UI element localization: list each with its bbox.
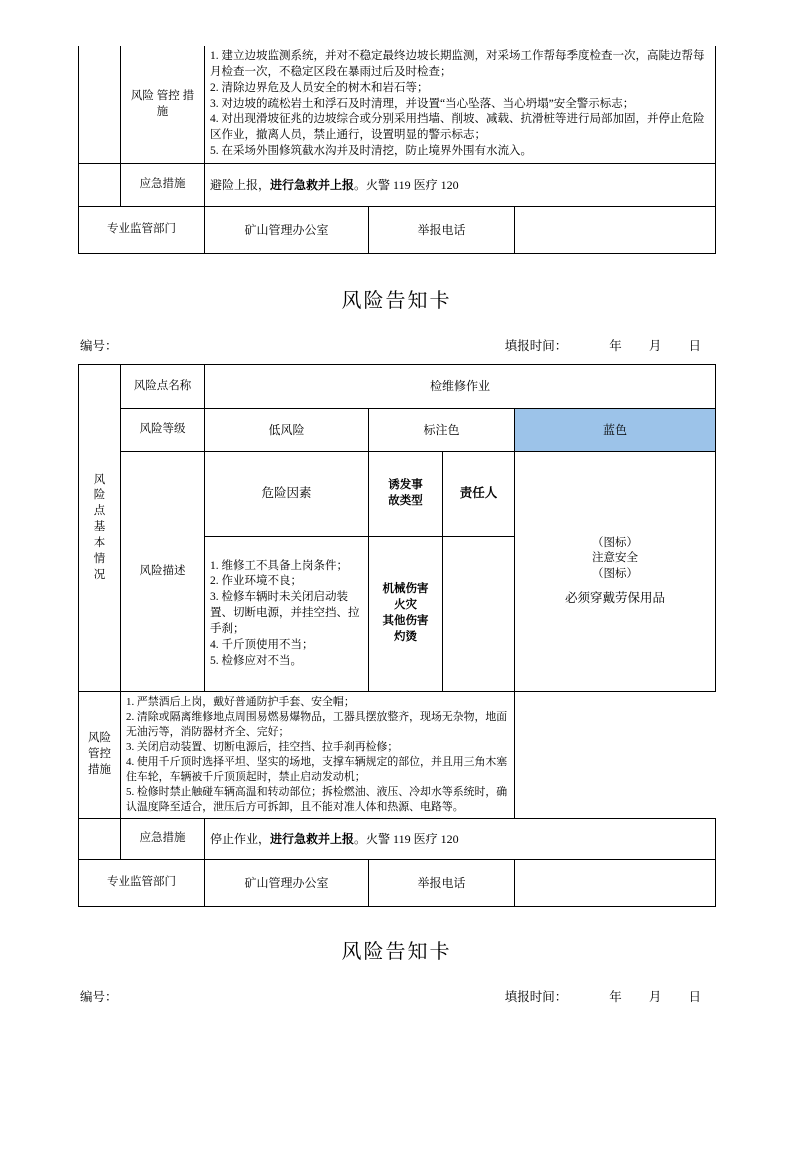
table-row-risk-level (79, 409, 716, 452)
control-measure-item: 2. 清除或隔离维修地点周围易燃易爆物品，工器具摆放整齐，现场无杂物，地面无油污等，消防器材齐全、完好； (126, 711, 508, 739)
vertical-char: 点 (93, 505, 106, 518)
control-measure-item: 4. 对出现滑坡征兆的边坡综合或分别采用挡墙、削坡、减载、抗滑桩等进行局部加固，并停止危险区作业，撤离人员，禁止通行，设置明显的警示标志； (210, 113, 705, 142)
table-row-supervisor-top (79, 207, 716, 254)
table-row-control-measures-top (79, 46, 716, 164)
number-field-bottom (80, 987, 118, 1005)
vertical-label-risk-basic-info (79, 365, 121, 692)
control-label-line-1: 风险 (130, 89, 154, 102)
table-row-emergency-top (79, 164, 716, 207)
table-row-emergency-main (79, 819, 716, 860)
hazard-factor-item: 3. 检修车辆时未关闭启动装置、切断电源，并挂空挡、拉手刹； (210, 591, 360, 635)
risk-card-main (78, 364, 716, 907)
control-measure-item: 2. 清除边界危及人员安全的树木和岩石等； (210, 81, 429, 94)
table-row-supervisor-main (79, 860, 716, 907)
emergency-prefix: 避险上报， (210, 177, 271, 192)
control-measure-item: 1. 严禁酒后上岗，戴好普通防护手套、安全帽； (126, 696, 355, 709)
control-measure-item: 4. 使用千斤顶时选择平坦、坚实的场地，支撑车辆规定的部位，并且用三角木塞住车轮，车辆被千斤顶顶起时，禁止启动发动机； (126, 756, 508, 784)
supervisor-label-top: 专业监管部门 (79, 207, 205, 254)
accident-type-item: 其他伤害 (382, 615, 429, 628)
emergency-prefix: 停止作业， (210, 832, 271, 847)
vertical-char: 情 (93, 552, 106, 565)
point-name-label: 风险点名称 (121, 365, 205, 409)
risk-level-label: 风险等级 (121, 409, 205, 452)
responsible-person-value[interactable] (443, 537, 515, 692)
number-field-main (80, 336, 118, 354)
responsible-person-header: 责任人 (443, 452, 515, 537)
document-page (0, 46, 793, 1168)
control-label-line-3: 措施 (156, 89, 195, 118)
risk-card-top-partial (78, 46, 716, 254)
page-title-main: 风险告知卡 (341, 290, 452, 313)
accident-type-item: 火灾 (394, 599, 417, 612)
hazard-factor-item: 2. 作业环境不良； (210, 575, 302, 588)
control-measure-item: 5. 在采场外围修筑截水沟并及时清挖，防止境界外围有水流入。 (210, 145, 532, 158)
hotline-value-top (515, 207, 716, 254)
accident-type-item: 机械伤害 (382, 583, 429, 596)
date-units-bottom[interactable]: 年 月 日 (609, 990, 713, 1005)
date-field-main (505, 336, 713, 354)
sign-icon-placeholder-1: （图标） (592, 536, 638, 549)
accident-type-header (369, 452, 443, 537)
page-title-bottom: 风险告知卡 (341, 941, 452, 964)
sign-text-ppe-required: 必须穿戴劳保用品 (565, 591, 666, 606)
accident-type-header-line-1: 诱发事 (388, 479, 423, 492)
control-measure-item: 5. 检修时禁止触碰车辆高温和转动部位；拆检燃油、液压、冷却水等系统时，确认温度降至适合，泄压后方可拆卸，且不能对准人体和热源、电路等。 (126, 786, 508, 814)
control-label-line-2: 管控 (88, 748, 111, 761)
meta-row-bottom (78, 987, 715, 1005)
emergency-label-main: 应急措施 (121, 819, 205, 860)
hotline-label-top: 举报电话 (369, 207, 515, 254)
control-measures-label-top (121, 46, 205, 164)
description-label: 风险描述 (121, 452, 205, 692)
hotline-label-main: 举报电话 (369, 860, 515, 907)
control-label-line-2: 管控 (156, 89, 180, 102)
meta-row-main (78, 336, 715, 354)
hazard-factor-item: 1. 维修工不具备上岗条件； (210, 559, 348, 572)
control-measure-item: 1. 建立边坡监测系统，并对不稳定最终边坡长期监测，对采场工作帮每季度检查一次，高陡边帮每月检查一次，不稳定区段在暴雨过后及时检查； (210, 50, 705, 78)
sign-text-attention-safety: 注意安全 (592, 552, 638, 565)
control-label-line-3: 措施 (88, 764, 111, 777)
emergency-text-top (205, 164, 716, 207)
control-measures-text-main (121, 692, 515, 819)
control-measures-text-top (205, 46, 716, 164)
number-label-main: 编号： (80, 339, 118, 354)
table-row-description-header (79, 452, 716, 537)
risk-level-value[interactable]: 低风险 (205, 409, 369, 452)
control-measure-item: 3. 关闭启动装置、切断电源后，挂空挡、拉手刹再检修； (126, 741, 399, 754)
vertical-char: 风 (93, 473, 106, 486)
mark-color-value[interactable]: 蓝色 (515, 409, 716, 452)
accident-type-list (369, 537, 443, 692)
number-label-bottom: 编号： (80, 990, 118, 1005)
accident-type-header-line-2: 故类型 (388, 495, 423, 508)
hotline-value-main[interactable] (515, 860, 716, 907)
date-label-main: 填报时间： (504, 339, 568, 354)
accident-type-item: 灼烫 (394, 630, 417, 643)
table-row-point-name (79, 365, 716, 409)
emergency-label-top: 应急措施 (121, 164, 205, 207)
safety-sign-column (515, 452, 716, 692)
vertical-label-cell-spacer (79, 819, 121, 860)
supervisor-value-main[interactable]: 矿山管理办公室 (205, 860, 369, 907)
control-measures-label-main (79, 692, 121, 819)
emergency-bold: 进行急救并上报 (270, 177, 355, 192)
date-label-bottom: 填报时间： (504, 990, 568, 1005)
sign-icon-placeholder-2: （图标） (592, 568, 638, 581)
control-measure-item: 3. 对边坡的疏松岩土和浮石及时清理，并设置“当心坠落、当心坍塌”安全警示标志； (210, 97, 635, 110)
table-row-control-measures-main (79, 692, 716, 819)
vertical-label-cell-top-2 (79, 164, 121, 207)
emergency-text-main (205, 819, 716, 860)
vertical-char: 基 (93, 521, 106, 534)
hazard-factor-list (205, 537, 369, 692)
supervisor-label-main: 专业监管部门 (79, 860, 205, 907)
date-units-main[interactable]: 年 月 日 (609, 339, 713, 354)
date-field-bottom (505, 987, 713, 1005)
vertical-char: 险 (93, 489, 106, 502)
point-name-value[interactable]: 检维修作业 (205, 365, 716, 409)
vertical-label-cell-top (79, 46, 121, 164)
emergency-bold: 进行急救并上报 (270, 832, 355, 847)
control-label-line-1: 风险 (88, 732, 111, 745)
mark-color-label: 标注色 (369, 409, 515, 452)
hazard-factor-header: 危险因素 (205, 452, 369, 537)
emergency-suffix: 。火警 119 医疗 120 (354, 832, 459, 847)
supervisor-value-top: 矿山管理办公室 (205, 207, 369, 254)
vertical-char: 况 (93, 568, 106, 581)
hazard-factor-item: 5. 检修应对不当。 (210, 654, 302, 667)
vertical-char: 本 (93, 536, 106, 549)
emergency-suffix: 。火警 119 医疗 120 (354, 177, 459, 192)
hazard-factor-item: 4. 千斤顶使用不当； (210, 638, 314, 651)
